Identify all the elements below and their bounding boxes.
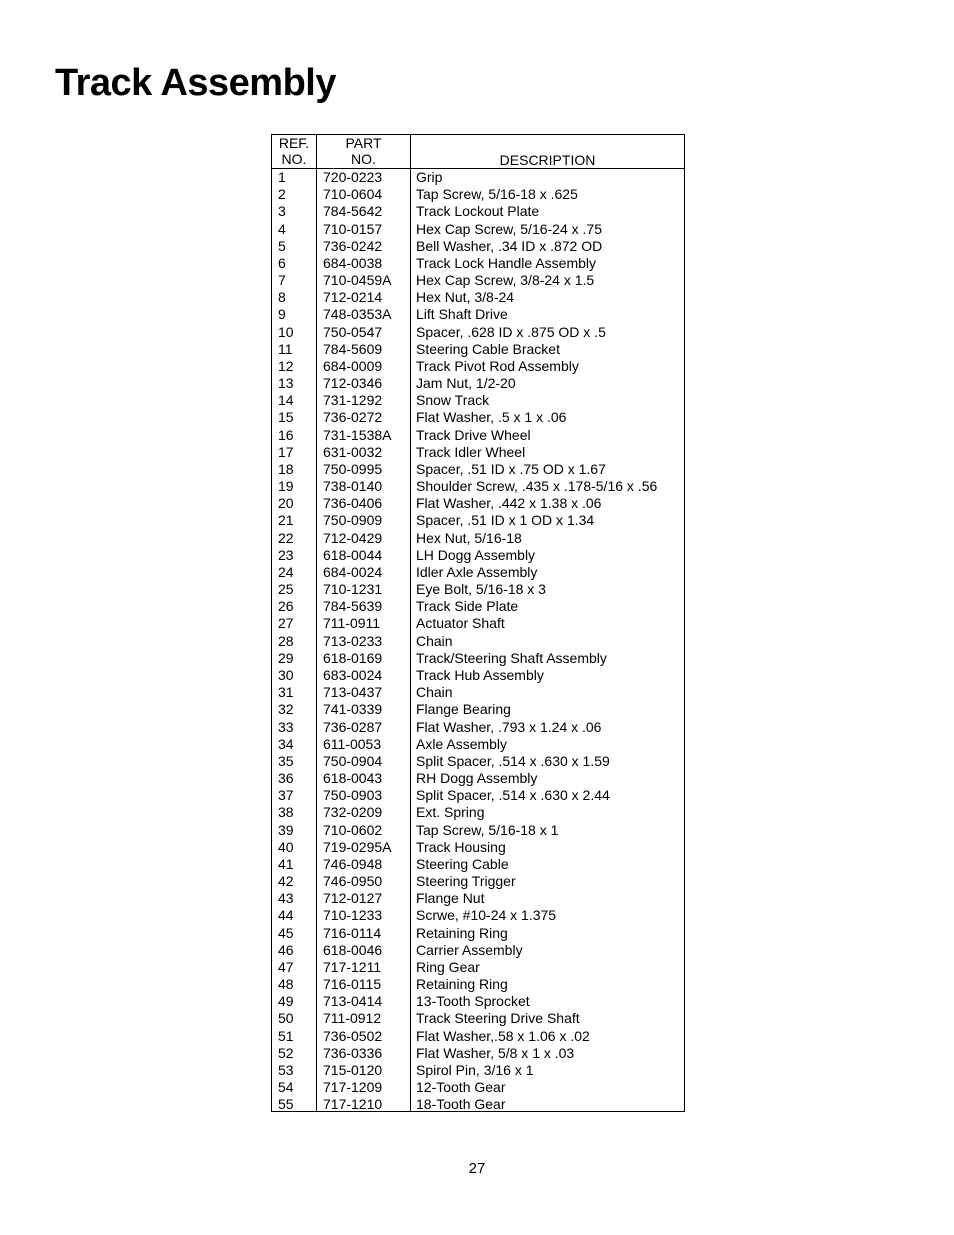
part-no-cell: 750-0995: [323, 460, 383, 477]
part-no-cell: 717-1211: [323, 958, 382, 975]
description-cell: Grip: [416, 169, 443, 185]
ref-no-cell: 47: [278, 958, 294, 975]
part-no-cell: 717-1209: [323, 1079, 383, 1096]
description-column: [411, 169, 684, 1111]
part-no-cell: 710-1233: [323, 907, 383, 924]
table-body: [272, 169, 684, 1111]
part-no-cell: 720-0223: [323, 169, 383, 185]
page-number: 27: [468, 1160, 486, 1177]
description-cell: Chain: [416, 684, 453, 701]
description-cell: Tap Screw, 5/16-18 x .625: [416, 186, 578, 203]
description-cell: Chain: [416, 632, 453, 649]
part-no-cell: 712-0429: [323, 529, 383, 546]
part-no-header: [317, 135, 411, 168]
part-no-cell: 748-0353A: [323, 306, 392, 323]
part-no-cell: 750-0903: [323, 787, 383, 804]
ref-no-cell: 2: [278, 186, 286, 203]
description-cell: Track Idler Wheel: [416, 443, 526, 460]
part-no-cell: 618-0044: [323, 546, 383, 563]
page-title: Track Assembly: [55, 62, 336, 104]
ref-no-cell: 51: [278, 1027, 294, 1044]
ref-no-cell: 41: [278, 855, 294, 872]
description-cell: 12-Tooth Gear: [416, 1079, 506, 1096]
part-no-cell: 713-0437: [323, 684, 383, 701]
description-cell: Bell Washer, .34 ID x .872 OD: [416, 237, 603, 254]
description-cell: LH Dogg Assembly: [416, 546, 536, 563]
description-header: [411, 135, 684, 168]
ref-no-cell: 9: [278, 306, 286, 323]
ref-no-cell: 54: [278, 1079, 294, 1096]
description-cell: Spacer, .51 ID x .75 OD x 1.67: [416, 460, 606, 477]
ref-no-cell: 20: [278, 495, 294, 512]
description-cell: Track Steering Drive Shaft: [416, 1010, 580, 1027]
part-no-cell: 784-5609: [323, 340, 383, 357]
ref-no-cell: 4: [278, 220, 286, 237]
part-no-cell: 736-0272: [323, 409, 383, 426]
ref-no-cell: 34: [278, 735, 294, 752]
table-header: [272, 135, 684, 169]
description-cell: Track/Steering Shaft Assembly: [416, 649, 607, 666]
description-cell: Spacer, .628 ID x .875 OD x .5: [416, 323, 606, 340]
ref-no-cell: 45: [278, 924, 294, 941]
ref-no-cell: 35: [278, 752, 294, 769]
part-no-cell: 716-0115: [323, 976, 382, 993]
description-cell: Eye Bolt, 5/16-18 x 3: [416, 581, 546, 598]
ref-no-cell: 18: [278, 460, 294, 477]
part-no-cell: 618-0043: [323, 770, 383, 787]
ref-no-cell: 25: [278, 581, 294, 598]
description-cell: Scrwe, #10-24 x 1.375: [416, 907, 557, 924]
part-no-cell: 736-0287: [323, 718, 383, 735]
ref-no-cell: 12: [278, 357, 294, 374]
part-no-cell: 710-0459A: [323, 272, 392, 289]
part-no-cell: 750-0547: [323, 323, 383, 340]
part-no-cell: 738-0140: [323, 478, 383, 495]
ref-no-cell: 36: [278, 770, 294, 787]
part-no-cell: 618-0169: [323, 649, 383, 666]
part-no-cell: 731-1538A: [323, 426, 392, 443]
part-no-cell: 784-5639: [323, 598, 383, 615]
description-cell: 18-Tooth Gear: [416, 1096, 506, 1113]
part-no-cell: 746-0950: [323, 873, 383, 890]
description-cell: Spirol Pin, 3/16 x 1: [416, 1061, 534, 1078]
ref-no-cell: 11: [278, 340, 293, 357]
part-no-cell: 750-0909: [323, 512, 383, 529]
description-cell: Hex Nut, 3/8-24: [416, 289, 515, 306]
description-cell: Flat Washer, .793 x 1.24 x .06: [416, 718, 602, 735]
part-no-cell: 717-1210: [323, 1096, 383, 1113]
description-cell: Flat Washer,.58 x 1.06 x .02: [416, 1027, 590, 1044]
ref-no-cell: 24: [278, 563, 294, 580]
part-no-cell: 746-0948: [323, 855, 383, 872]
description-cell: Retaining Ring: [416, 924, 508, 941]
part-no-cell: 719-0295A: [323, 838, 392, 855]
ref-no-cell: 44: [278, 907, 294, 924]
ref-no-cell: 13: [278, 375, 294, 392]
part-no-cell: 618-0046: [323, 941, 383, 958]
ref-no-cell: 1: [278, 169, 286, 185]
ref-no-cell: 7: [278, 272, 286, 289]
ref-no-cell: 40: [278, 838, 294, 855]
part-no-cell: 710-0157: [323, 220, 383, 237]
description-cell: Flat Washer, 5/8 x 1 x .03: [416, 1044, 575, 1061]
ref-no-cell: 26: [278, 598, 294, 615]
part-no-cell: 731-1292: [323, 392, 383, 409]
part-no-column: [317, 169, 411, 1111]
part-no-cell: 712-0127: [323, 890, 383, 907]
description-cell: 13-Tooth Sprocket: [416, 993, 530, 1010]
ref-no-cell: 50: [278, 1010, 294, 1027]
description-cell: Flat Washer, .5 x 1 x .06: [416, 409, 567, 426]
description-cell: Retaining Ring: [416, 976, 508, 993]
description-cell: Track Side Plate: [416, 598, 519, 615]
part-no-cell: 716-0114: [323, 924, 382, 941]
ref-no-cell: 53: [278, 1061, 294, 1078]
description-cell: Jam Nut, 1/2-20: [416, 375, 516, 392]
part-no-cell: 784-5642: [323, 203, 383, 220]
ref-no-cell: 38: [278, 804, 294, 821]
part-no-cell: 710-0604: [323, 186, 383, 203]
ref-no-cell: 29: [278, 649, 294, 666]
description-cell: RH Dogg Assembly: [416, 770, 538, 787]
ref-no-cell: 33: [278, 718, 294, 735]
description-cell: Actuator Shaft: [416, 615, 505, 632]
part-no-cell: 683-0024: [323, 666, 383, 683]
description-cell: Snow Track: [416, 392, 490, 409]
description-cell: Split Spacer, .514 x .630 x 1.59: [416, 752, 610, 769]
ref-no-cell: 30: [278, 666, 294, 683]
part-no-cell: 713-0414: [323, 993, 383, 1010]
description-cell: Axle Assembly: [416, 735, 508, 752]
description-cell: Flat Washer, .442 x 1.38 x .06: [416, 495, 602, 512]
ref-no-cell: 19: [278, 478, 294, 495]
ref-no-cell: 39: [278, 821, 294, 838]
description-cell: Ring Gear: [416, 958, 480, 975]
description-cell: Lift Shaft Drive: [416, 306, 508, 323]
ref-no-cell: 21: [278, 512, 294, 529]
description-cell: Shoulder Screw, .435 x .178-5/16 x .56: [416, 478, 658, 495]
ref-no-cell: 42: [278, 873, 294, 890]
description-cell: Track Lock Handle Assembly: [416, 254, 596, 271]
part-no-cell: 711-0911: [323, 615, 381, 632]
ref-no-cell: 46: [278, 941, 294, 958]
part-no-cell: 684-0038: [323, 254, 383, 271]
ref-header-line2: NO.: [281, 151, 307, 167]
ref-no-cell: 23: [278, 546, 294, 563]
parts-table: [271, 134, 685, 1112]
ref-no-cell: 14: [278, 392, 294, 409]
part-no-cell: 712-0346: [323, 375, 383, 392]
part-no-cell: 750-0904: [323, 752, 383, 769]
part-no-cell: 736-0336: [323, 1044, 383, 1061]
description-cell: Track Housing: [416, 838, 506, 855]
part-no-cell: 631-0032: [323, 443, 383, 460]
part-no-cell: 736-0406: [323, 495, 383, 512]
part-no-cell: 736-0242: [323, 237, 383, 254]
part-no-cell: 711-0912: [323, 1010, 382, 1027]
description-cell: Flange Nut: [416, 890, 485, 907]
description-cell: Track Lockout Plate: [416, 203, 540, 220]
description-cell: Steering Cable: [416, 855, 509, 872]
ref-header-line1: REF.: [278, 135, 310, 151]
part-no-cell: 736-0502: [323, 1027, 383, 1044]
ref-no-cell: 16: [278, 426, 294, 443]
description-cell: Hex Nut, 5/16-18: [416, 529, 522, 546]
description-cell: Track Hub Assembly: [416, 666, 544, 683]
description-cell: Track Pivot Rod Assembly: [416, 357, 579, 374]
part-no-cell: 741-0339: [323, 701, 383, 718]
ref-no-cell: 27: [278, 615, 294, 632]
part-header-line2: NO.: [351, 151, 376, 167]
ref-no-header: [272, 135, 317, 168]
description-cell: Spacer, .51 ID x 1 OD x 1.34: [416, 512, 595, 529]
description-cell: Track Drive Wheel: [416, 426, 531, 443]
ref-no-cell: 37: [278, 787, 294, 804]
ref-no-column: [272, 169, 317, 1111]
part-no-cell: 684-0009: [323, 357, 383, 374]
ref-no-cell: 43: [278, 890, 294, 907]
ref-no-cell: 52: [278, 1044, 294, 1061]
part-no-cell: 684-0024: [323, 563, 383, 580]
ref-no-cell: 10: [278, 323, 294, 340]
ref-no-cell: 48: [278, 976, 294, 993]
part-header-line1: PART: [345, 135, 382, 151]
description-cell: Split Spacer, .514 x .630 x 2.44: [416, 787, 610, 804]
part-no-cell: 710-1231: [323, 581, 383, 598]
part-no-cell: 712-0214: [323, 289, 383, 306]
ref-no-cell: 32: [278, 701, 294, 718]
ref-no-cell: 5: [278, 237, 286, 254]
description-cell: Ext. Spring: [416, 804, 485, 821]
description-cell: Steering Trigger: [416, 873, 516, 890]
description-cell: Hex Cap Screw, 5/16-24 x .75: [416, 220, 602, 237]
ref-no-cell: 22: [278, 529, 294, 546]
description-cell: Steering Cable Bracket: [416, 340, 560, 357]
part-no-cell: 732-0209: [323, 804, 383, 821]
ref-no-cell: 28: [278, 632, 294, 649]
part-no-cell: 715-0120: [323, 1061, 383, 1078]
description-cell: Idler Axle Assembly: [416, 563, 538, 580]
part-no-cell: 611-0053: [323, 735, 382, 752]
description-header-label: DESCRIPTION: [499, 152, 596, 168]
ref-no-cell: 6: [278, 254, 286, 271]
ref-no-cell: 17: [278, 443, 294, 460]
ref-no-cell: 49: [278, 993, 294, 1010]
part-no-cell: 713-0233: [323, 632, 383, 649]
description-cell: Flange Bearing: [416, 701, 511, 718]
description-cell: Hex Cap Screw, 3/8-24 x 1.5: [416, 272, 595, 289]
ref-no-cell: 15: [278, 409, 294, 426]
ref-no-cell: 55: [278, 1096, 294, 1113]
description-cell: Carrier Assembly: [416, 941, 523, 958]
ref-no-cell: 3: [278, 203, 286, 220]
ref-no-cell: 8: [278, 289, 286, 306]
description-cell: Tap Screw, 5/16-18 x 1: [416, 821, 559, 838]
part-no-cell: 710-0602: [323, 821, 383, 838]
ref-no-cell: 31: [278, 684, 294, 701]
